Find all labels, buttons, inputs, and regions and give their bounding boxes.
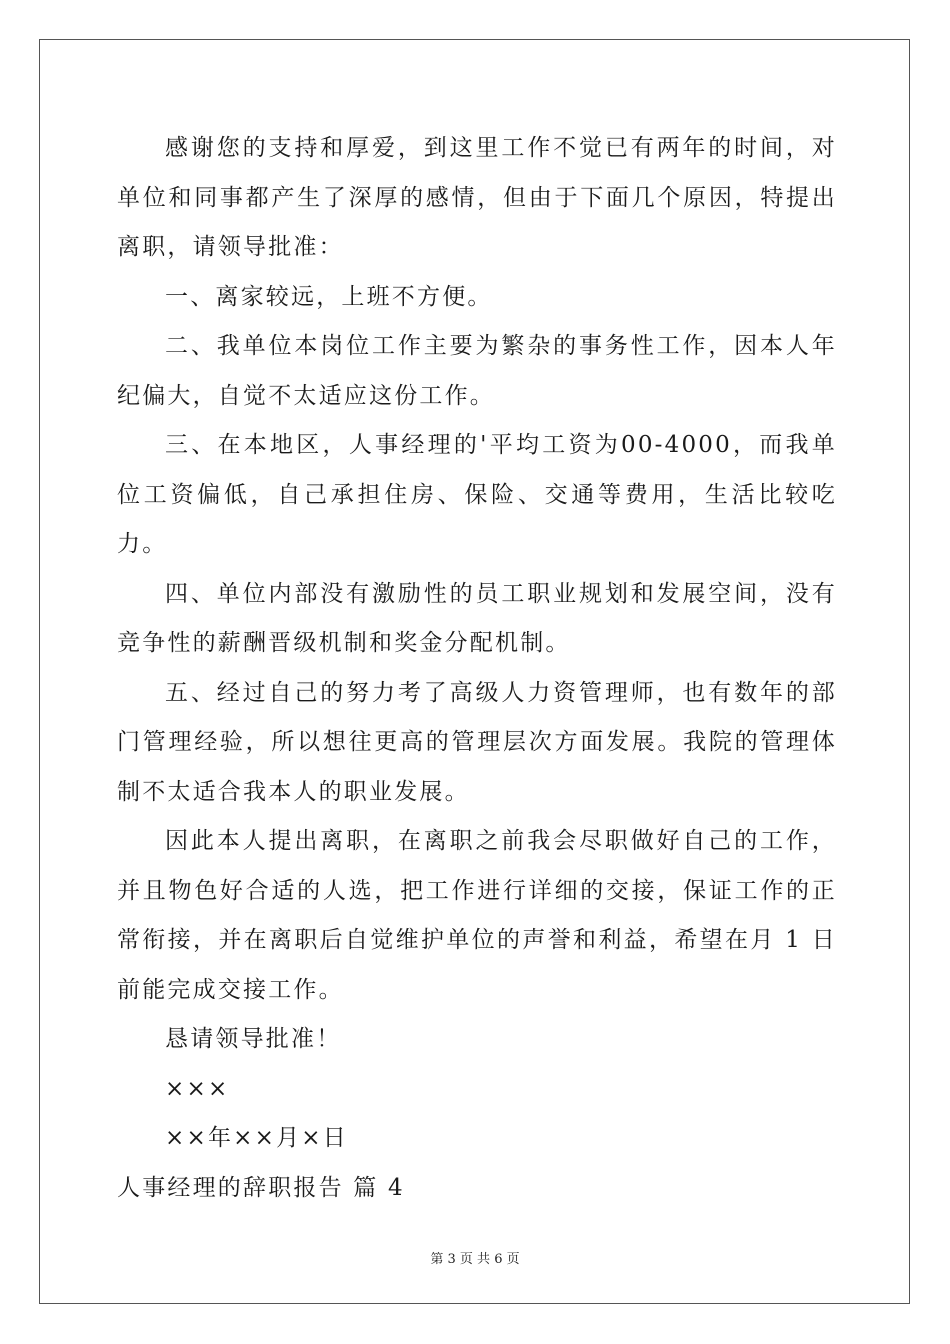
signature-name: ×××	[165, 1075, 230, 1102]
paragraph-reason-1: 一、离家较远，上班不方便。	[165, 283, 493, 310]
document-body	[117, 124, 837, 1213]
signature-date: ××年××月×日	[165, 1125, 348, 1151]
paragraph-reason-4: 四、单位内部没有激励性的员工职业规划和发展空间，没有竞争性的薪酬晋级机制和奖金分配机制。	[117, 580, 837, 656]
paragraph-reason-5: 五、经过自己的努力考了高级人力资管理师，也有数年的部门管理经验，所以想往更高的管理层次方面发展。我院的管理体制不太适合我本人的职业发展。	[117, 679, 837, 805]
paragraph-intro: 感谢您的支持和厚爱，到这里工作不觉已有两年的时间，对单位和同事都产生了深厚的感情，但由于下面几个原因，特提出离职，请领导批准：	[117, 135, 837, 260]
paragraph-reason-3: 三、在本地区，人事经理的'平均工资为00-4000，而我单位工资偏低，自己承担住房、保险、交通等费用，生活比较吃力。	[117, 432, 837, 557]
paragraph-reason-2: 二、我单位本岗位工作主要为繁杂的事务性工作，因本人年纪偏大，自觉不太适应这份工作。	[117, 333, 837, 409]
page-number-footer: 第 3 页 共 6 页	[430, 1252, 520, 1267]
paragraph-conclusion: 因此本人提出离职，在离职之前我会尽职做好自己的工作，并且物色好合适的人选，把工作进行详细的交接，保证工作的正常衔接，并在离职后自觉维护单位的声誉和利益，希望在月 1 日前能完成交接工作。	[117, 828, 837, 1003]
section-heading: 人事经理的辞职报告 篇 4	[117, 1174, 405, 1201]
paragraph-request: 恳请领导批准！	[165, 1026, 342, 1052]
